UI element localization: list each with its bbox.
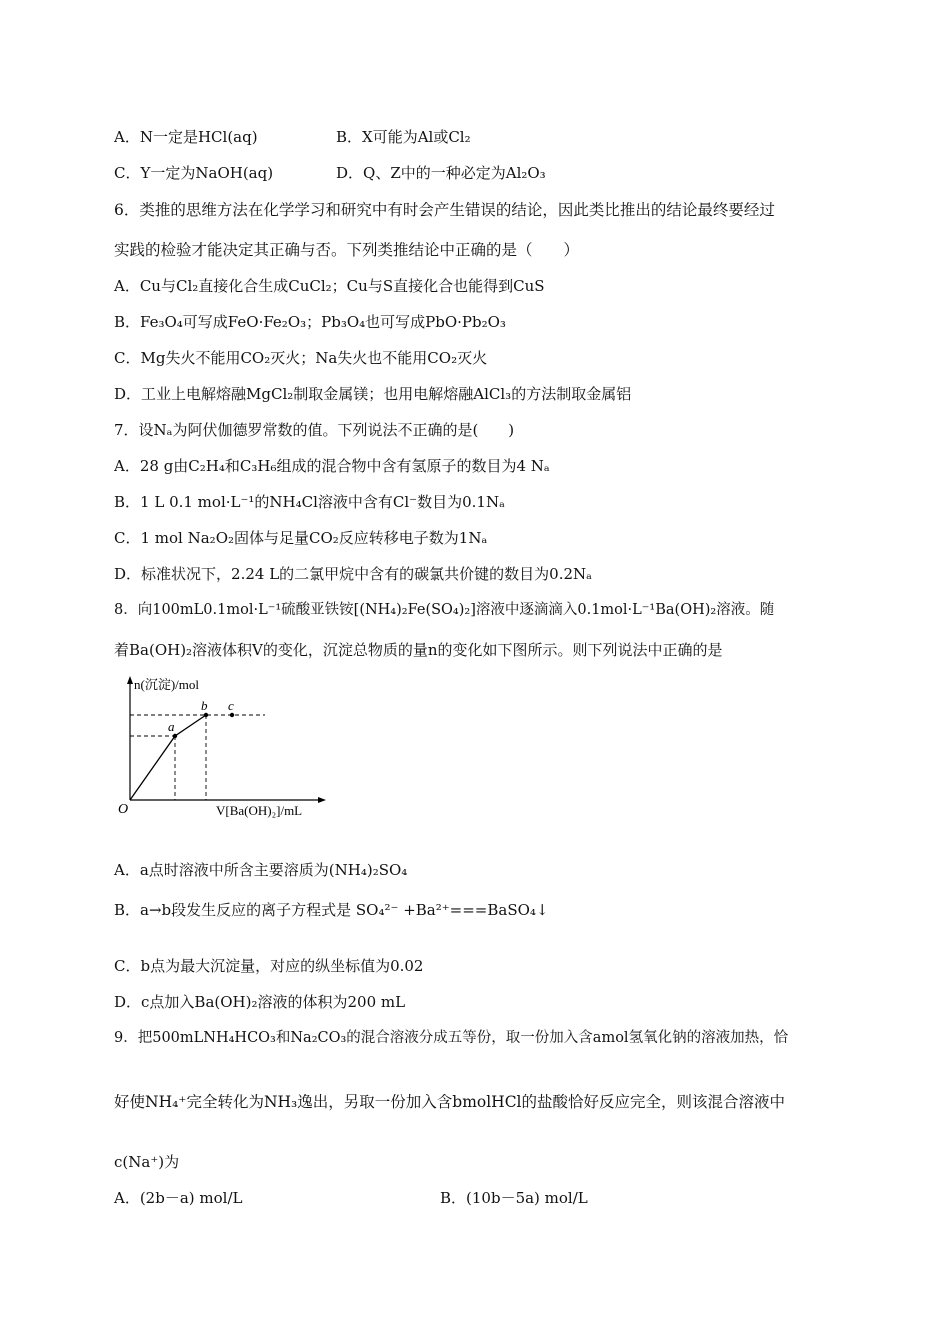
q9-stem-line2: 好使NH₄⁺完全转化为NH₃逸出，另取一份加入含bmolHCl的盐酸恰好反应完全，则该混合溶液中 [114, 1093, 786, 1111]
q5-option-c: C．Y一定为NaOH(aq) [114, 164, 274, 182]
point-c-label: c [228, 698, 234, 713]
q6-option-c: C．Mg失火不能用CO₂灭火；Na失火也不能用CO₂灭火 [114, 349, 488, 367]
point-b-label: b [201, 698, 208, 713]
q8-option-b: B．a→b段发生反应的离子方程式是 SO₄²⁻ +Ba²⁺===BaSO₄↓ [114, 901, 549, 919]
q5-option-a: A．N一定是HCl(aq) [114, 128, 258, 146]
q6-option-a: A．Cu与Cl₂直接化合生成CuCl₂；Cu与S直接化合也能得到CuS [114, 277, 545, 295]
point-a-label: a [168, 719, 175, 734]
q6-stem-line1: 6．类推的思维方法在化学学习和研究中有时会产生错误的结论，因此类比推出的结论最终要经过 [114, 201, 775, 219]
q9-option-a: A．(2b－a) mol/L [114, 1189, 243, 1207]
q6-stem-line2: 实践的检验才能决定其正确与否。下列类推结论中正确的是（ ） [114, 241, 580, 259]
q7-option-a: A．28 g由C₂H₄和C₃H₆组成的混合物中含有氢原子的数目为4 Nₐ [114, 457, 550, 475]
q5-option-d: D．Q、Z中的一种必定为Al₂O₃ [336, 164, 546, 182]
q8-option-c: C．b点为最大沉淀量，对应的纵坐标值为0.02 [114, 957, 424, 975]
precipitate-graph [110, 672, 340, 822]
y-axis-label: n(沉淀)/mol [134, 677, 199, 692]
q6-option-d: D．工业上电解熔融MgCl₂制取金属镁；也用电解熔融AlCl₃的方法制取金属铝 [114, 385, 632, 403]
x-axis-arrow [318, 797, 326, 803]
q7-stem: 7．设Nₐ为阿伏伽德罗常数的值。下列说法不正确的是( ) [114, 421, 515, 439]
q5-option-b: B．X可能为Al或Cl₂ [336, 128, 471, 146]
point-b-marker [204, 713, 208, 717]
point-c-marker [230, 713, 234, 717]
q8-stem-line1: 8．向100mL0.1mol·L⁻¹硫酸亚铁铵[(NH₄)₂Fe(SO₄)₂]溶液中逐滴滴入0.1mol·L⁻¹Ba(OH)₂溶液。随 [114, 602, 775, 618]
q9-option-b: B．(10b－5a) mol/L [440, 1189, 588, 1207]
point-a-marker [173, 734, 177, 738]
q8-option-d: D．c点加入Ba(OH)₂溶液的体积为200 mL [114, 993, 406, 1011]
q9-stem-line1: 9．把500mLNH₄HCO₃和Na₂CO₃的混合溶液分成五等份，取一份加入含amol氢氧化钠的溶液加热，恰 [114, 1030, 789, 1046]
q8-stem-line2: 着Ba(OH)₂溶液体积V的变化，沉淀总物质的量n的变化如下图所示。则下列说法中正确的是 [114, 641, 723, 659]
q8-option-a: A．a点时溶液中所含主要溶质为(NH₄)₂SO₄ [114, 861, 408, 879]
q7-option-d: D．标准状况下，2.24 L的二氯甲烷中含有的碳氯共价键的数目为0.2Nₐ [114, 565, 592, 583]
x-axis-label: V[Ba(OH)₂]/mL [216, 803, 303, 818]
q9-stem-line3: c(Na⁺)为 [114, 1153, 180, 1171]
y-axis-arrow [127, 676, 133, 684]
q7-option-b: B．1 L 0.1 mol·L⁻¹的NH₄Cl溶液中含有Cl⁻数目为0.1Nₐ [114, 493, 505, 511]
origin-label: O [118, 802, 129, 817]
q6-option-b: B．Fe₃O₄可写成FeO·Fe₂O₃；Pb₃O₄也可写成PbO·Pb₂O₃ [114, 313, 506, 331]
q7-option-c: C．1 mol Na₂O₂固体与足量CO₂反应转移电子数为1Nₐ [114, 529, 488, 547]
